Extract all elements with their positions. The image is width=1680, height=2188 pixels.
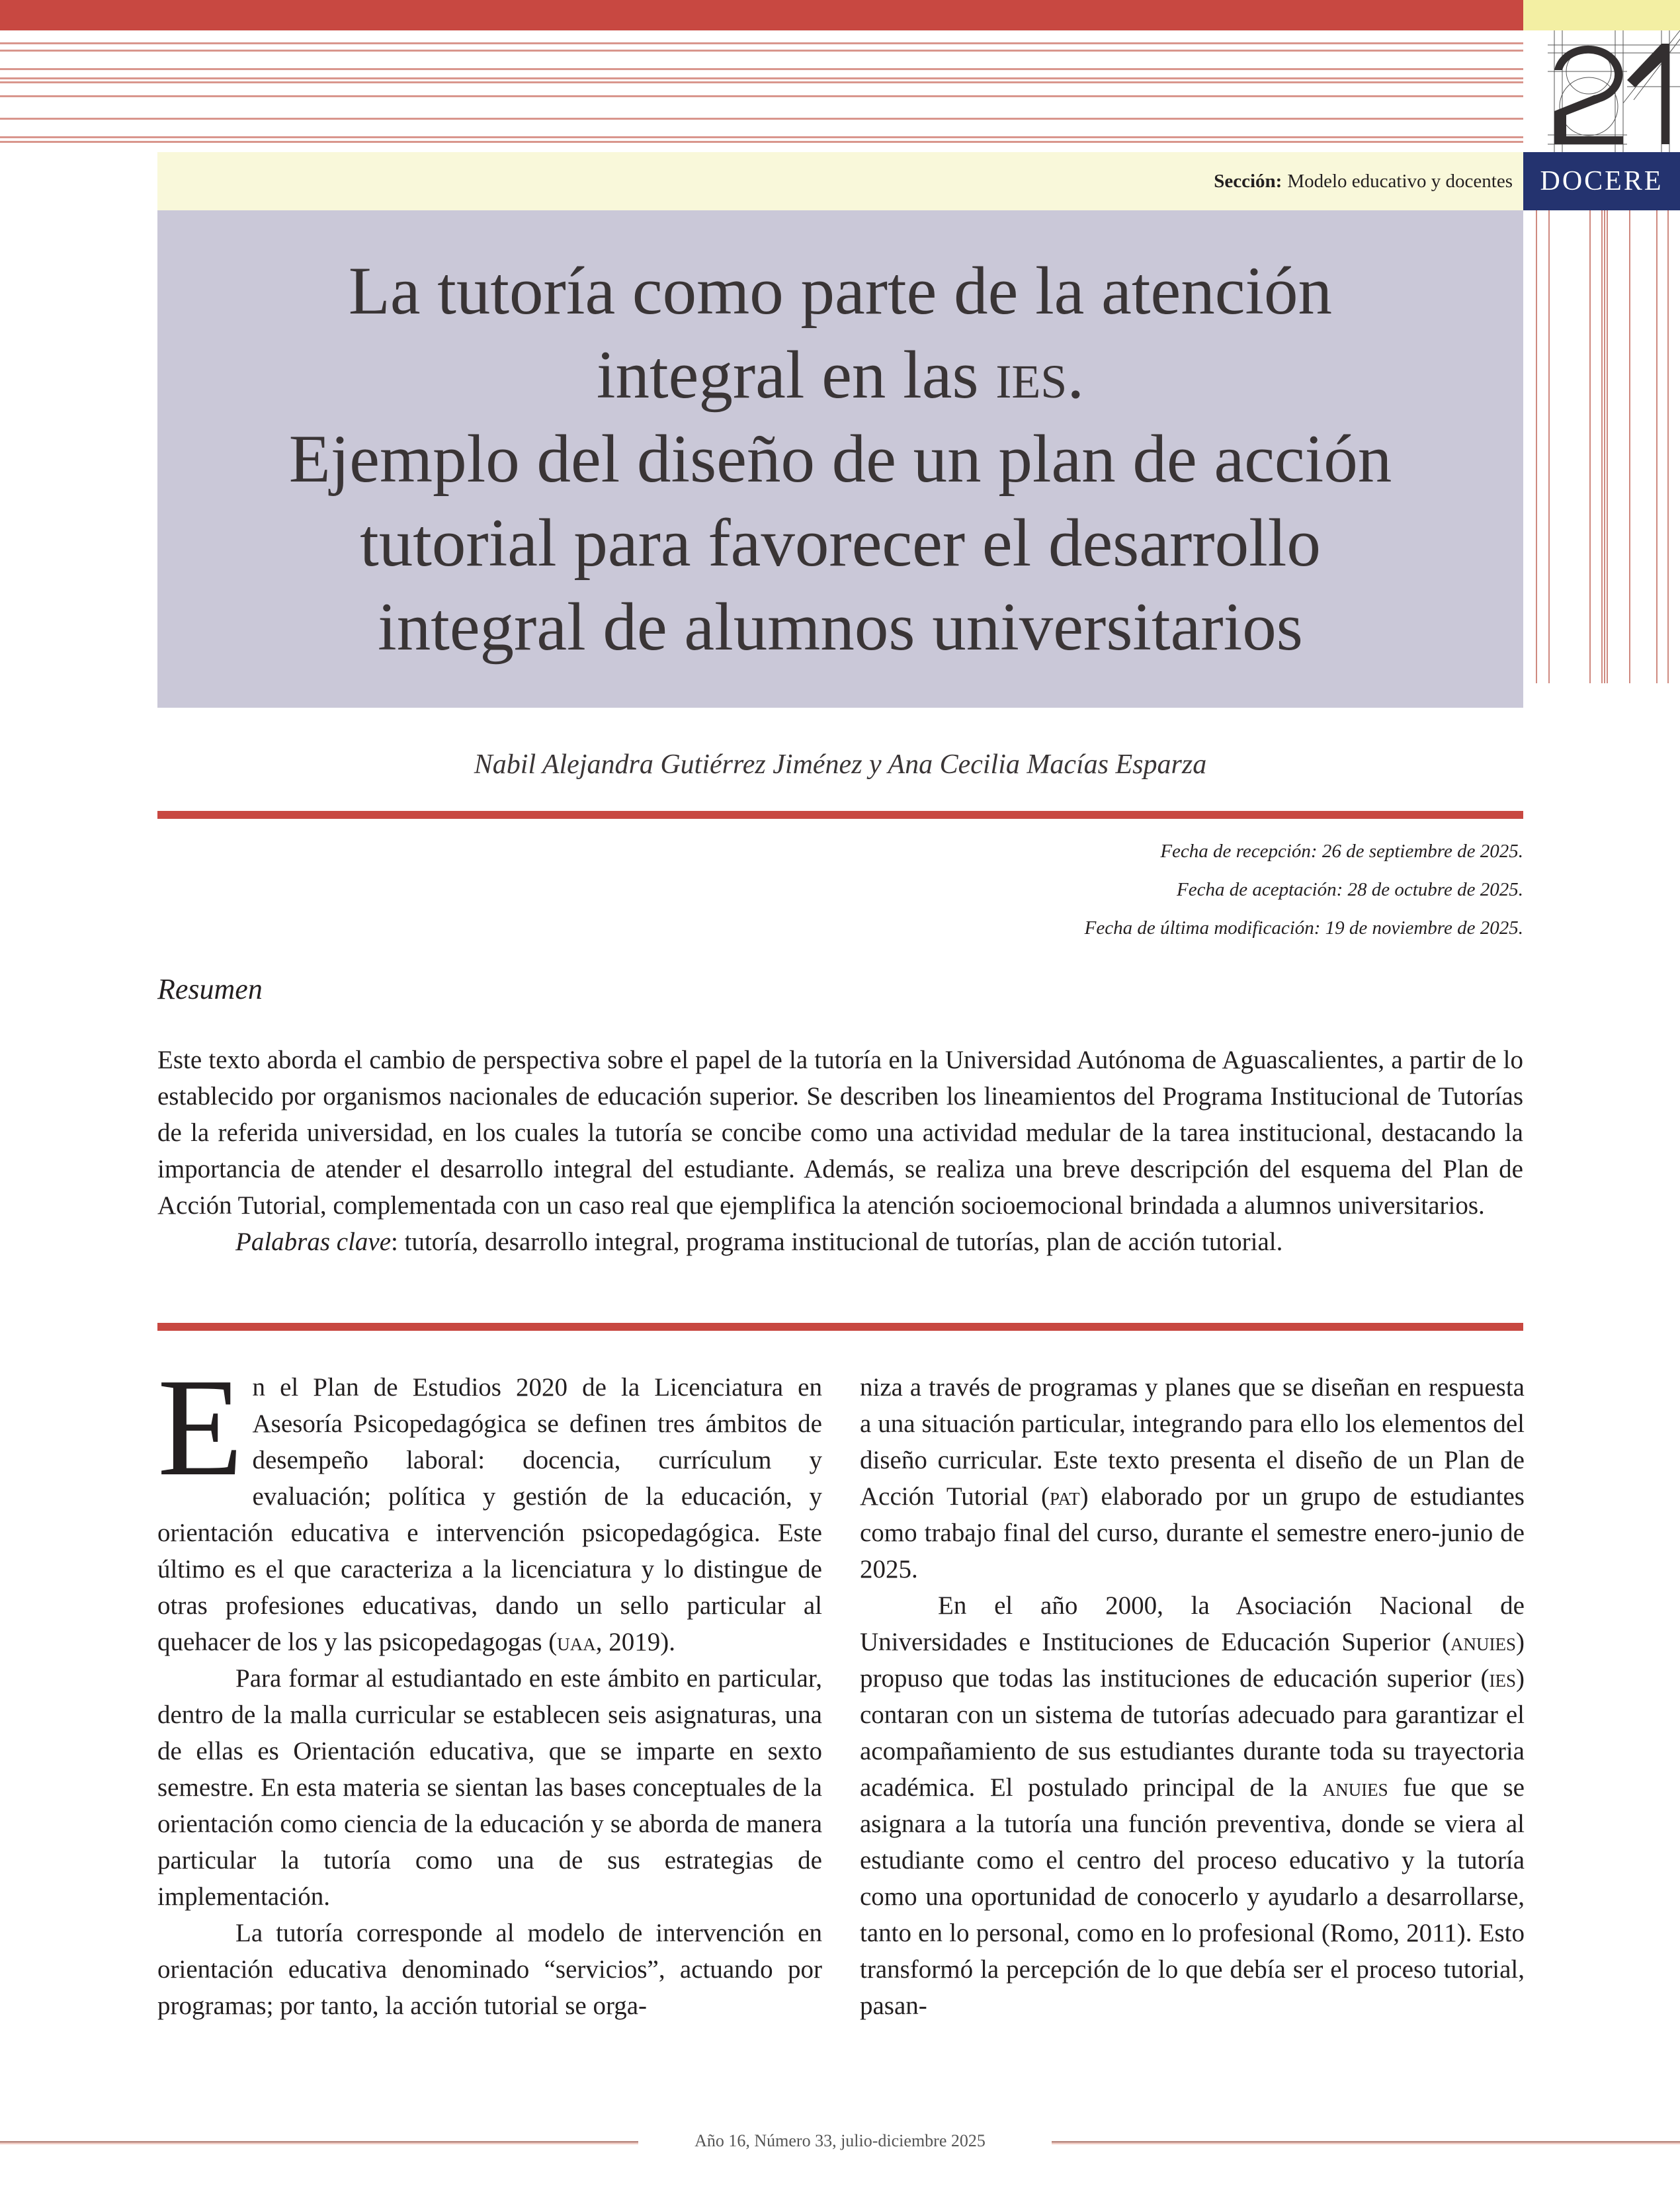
paragraph-text: , 2019). bbox=[595, 1628, 676, 1656]
acronym: ies bbox=[1489, 1664, 1516, 1693]
date-modified: Fecha de última modificación: 19 de noviembre de 2025. bbox=[1084, 917, 1523, 939]
abstract bbox=[157, 1042, 1523, 1260]
paragraph bbox=[860, 1587, 1525, 2024]
decor-vline bbox=[1601, 207, 1603, 683]
decor-line bbox=[0, 118, 1523, 120]
title-line: integral de alumnos universitarios bbox=[378, 589, 1303, 665]
keywords bbox=[157, 1224, 1523, 1260]
body-column-left bbox=[157, 1349, 822, 2024]
paragraph-text: ) elaborado por un grupo de estudiantes como trabajo final del curso, durante el semestre enero-junio de 2025. bbox=[860, 1482, 1525, 1583]
section-strip bbox=[157, 152, 1523, 210]
decor-vline bbox=[1656, 207, 1658, 683]
decor-line bbox=[0, 136, 1523, 138]
paragraph: Para formar al estudiantado en este ámbito en particular, dentro de la malla curricular se establecen seis asignaturas, una de ellas es Orientación educativa, que se imparte en sexto semestre. En esta materia se sientan las bases conceptuales de la orientación como ciencia de la educación y se aborda de manera particular la tutoría como una de sus estrategias de implementación. bbox=[157, 1664, 822, 1911]
decor-vline bbox=[1536, 207, 1537, 683]
abstract-text: Este texto aborda el cambio de perspectiva sobre el papel de la tutoría en la Universidad Autónoma de Aguascalientes, a partir de lo establecido por organismos nacionales de educación superior. Se describen los lineamientos del Programa Institucional de Tutorías de la referida universidad, en los cuales la tutoría se concibe como una actividad medular de la tarea institucional, destacando la importancia de atender el desarrollo integral del estudiante. Además, se realiza una breve descripción del esquema del Plan de Acción Tutorial, complementada con un caso real que ejemplifica la atención socioemocional brindada a alumnos universitarios. bbox=[157, 1046, 1523, 1220]
divider-rule bbox=[157, 811, 1523, 819]
decor-line bbox=[0, 95, 1523, 97]
decor-vline bbox=[1607, 207, 1608, 683]
paragraph bbox=[157, 1349, 822, 1660]
abstract-heading: Resumen bbox=[157, 973, 263, 1005]
top-yellow-bar bbox=[1523, 0, 1680, 30]
section-value: Modelo educativo y docentes bbox=[1287, 170, 1513, 192]
date-received: Fecha de recepción: 26 de septiembre de 2025. bbox=[1160, 841, 1523, 862]
section-label: Sección: bbox=[1214, 170, 1282, 192]
article-dates bbox=[157, 832, 1523, 947]
numeral-one-glyph bbox=[1627, 44, 1669, 144]
title-line: La tutoría como parte de la atención bbox=[348, 253, 1333, 329]
acronym: uaa bbox=[557, 1628, 596, 1656]
decor-line bbox=[0, 42, 1523, 44]
title-punct: . bbox=[1067, 337, 1085, 413]
decor-vline bbox=[1629, 207, 1630, 683]
divider-rule bbox=[157, 1323, 1523, 1331]
acronym: anuies bbox=[1450, 1628, 1516, 1656]
article-title bbox=[289, 249, 1392, 669]
issue-numeral-logo bbox=[1528, 30, 1680, 153]
date-accepted: Fecha de aceptación: 28 de octubre de 2025. bbox=[1177, 879, 1523, 900]
paragraph-text: ) propuso que todas las instituciones de educación superior ( bbox=[860, 1628, 1525, 1693]
acronym: pat bbox=[1050, 1482, 1080, 1511]
title-line: tutorial para favorecer el desarrollo bbox=[360, 505, 1321, 581]
paragraph bbox=[860, 1369, 1525, 1587]
paragraph-text: fue que se asignara a la tutoría una función preventiva, donde se viera al estudiante como el centro del proceso educativo y la tutoría como una oportunidad de conocerlo y ayudarlo a desarrollarse, tanto en lo personal, como en lo profesional (Romo, 2011). Esto transformó la percepción de lo que debía ser el proceso tutorial, pasan- bbox=[860, 1773, 1525, 2020]
numeral-two-glyph bbox=[1554, 46, 1623, 144]
decor-line bbox=[0, 81, 1523, 83]
authors: Nabil Alejandra Gutiérrez Jiménez y Ana Cecilia Macías Esparza bbox=[474, 749, 1207, 780]
title-line: Ejemplo del diseño de un plan de acción bbox=[288, 421, 1392, 497]
decor-line bbox=[0, 68, 1523, 70]
paragraph-text: n el Plan de Estudios 2020 de la Licenciatura en Asesoría Psicopedagógica se definen tres ámbitos de desempeño laboral: docencia, currículum y evaluación; política y gestión de la educación, y orientación educativa e intervención psicopedagógica. Este último es el que caracteriza a la licenciatura y lo distingue de otras profesiones educativas, dando un sello particular al quehacer de los y las psicopedagogas ( bbox=[157, 1373, 822, 1656]
brand-name: DOCERE bbox=[1540, 166, 1663, 196]
decor-line bbox=[0, 141, 1523, 143]
footer-issue-info: Año 16, Número 33, julio-diciembre 2025 bbox=[694, 2131, 986, 2150]
title-box bbox=[157, 210, 1523, 708]
decor-vline bbox=[1589, 207, 1591, 683]
paragraph: La tutoría corresponde al modelo de intervención en orientación educativa denominado “servicios”, actuando por programas; por tanto, la acción tutorial se orga- bbox=[157, 1919, 822, 2020]
paragraph-text: niza a través de programas y planes que se diseñan en respuesta a una situación particular, integrando para ello los elementos del diseño curricular. Este texto presenta el diseño de un Plan de Acción Tutorial ( bbox=[860, 1373, 1525, 1511]
paragraph-text: ) contaran con un sistema de tutorías adecuado para garantizar el acompañamiento de sus estudiantes durante toda su trayectoria académica. El postulado principal de la bbox=[860, 1664, 1525, 1802]
decor-vline bbox=[1548, 207, 1550, 683]
decor-vline bbox=[1604, 207, 1605, 683]
keywords-text: : tutoría, desarrollo integral, programa institucional de tutorías, plan de acción tutorial. bbox=[391, 1228, 1283, 1256]
decor-line bbox=[0, 77, 1523, 79]
journal-brand bbox=[1523, 152, 1680, 210]
body-column-right bbox=[860, 1369, 1525, 2024]
decor-line bbox=[0, 50, 1523, 52]
acronym: anuies bbox=[1322, 1773, 1388, 1802]
top-red-bar bbox=[0, 0, 1523, 30]
decor-vline bbox=[1667, 207, 1669, 683]
paragraph-text: En el año 2000, la Asociación Nacional de Universidades e Instituciones de Educación Superior ( bbox=[860, 1591, 1525, 1656]
keywords-label: Palabras clave bbox=[235, 1228, 392, 1256]
drop-cap: E bbox=[157, 1349, 243, 1505]
title-acronym: ies bbox=[995, 337, 1068, 413]
title-line: integral en las bbox=[596, 337, 996, 413]
